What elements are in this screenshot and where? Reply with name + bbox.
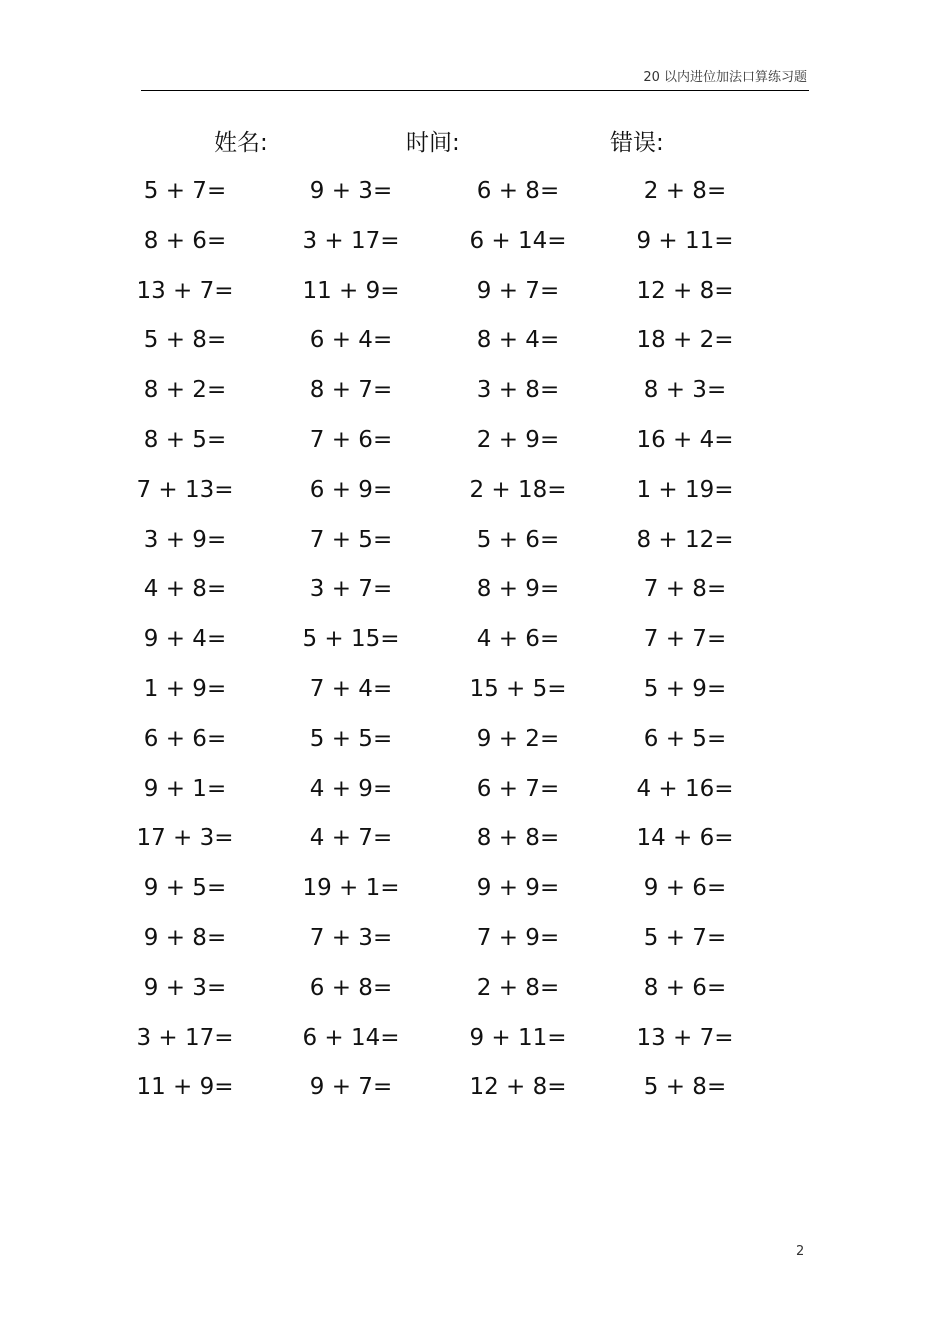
problem-row <box>0 420 950 460</box>
problem-item: 12 + 8= <box>469 1074 567 1101</box>
problem-item: 18 + 2= <box>636 327 734 354</box>
problem-item: 6 + 14= <box>302 1024 400 1051</box>
problem-item: 6 + 8= <box>309 974 393 1001</box>
problem-item: 4 + 8= <box>143 576 227 603</box>
problem-item: 9 + 8= <box>143 925 227 951</box>
problem-item: 8 + 6= <box>643 974 727 1001</box>
problem-row <box>0 320 950 360</box>
problem-item: 1 + 9= <box>143 676 227 702</box>
problem-item: 3 + 17= <box>302 227 400 254</box>
problem-item: 5 + 9= <box>643 676 727 702</box>
problem-item: 7 + 5= <box>309 526 393 553</box>
problem-item: 8 + 9= <box>476 576 560 603</box>
problem-item: 17 + 3= <box>136 825 234 852</box>
problem-item: 9 + 2= <box>476 725 560 752</box>
problem-item: 9 + 7= <box>309 1074 393 1101</box>
problem-row <box>0 968 950 1008</box>
problem-item: 7 + 8= <box>643 576 727 603</box>
header-title: 20 以内进位加法口算练习题 <box>643 70 807 85</box>
time-label: 时间: <box>406 130 460 156</box>
problem-item: 2 + 18= <box>469 476 567 503</box>
problem-row <box>0 221 950 261</box>
problem-item: 5 + 7= <box>643 925 727 951</box>
problem-row <box>0 569 950 609</box>
problem-item: 5 + 8= <box>643 1074 727 1101</box>
problem-item: 16 + 4= <box>636 427 734 453</box>
problem-item: 3 + 8= <box>476 377 560 404</box>
problem-item: 6 + 6= <box>143 725 227 752</box>
problem-item: 5 + 5= <box>309 725 393 752</box>
problem-row <box>0 470 950 510</box>
problem-row <box>0 1018 950 1058</box>
problem-item: 7 + 9= <box>476 925 560 951</box>
problem-item: 9 + 7= <box>476 277 560 304</box>
problem-item: 9 + 4= <box>143 626 227 653</box>
problem-item: 4 + 7= <box>309 825 393 852</box>
problem-item: 14 + 6= <box>636 825 734 852</box>
problem-item: 6 + 8= <box>476 178 560 204</box>
problem-item: 11 + 9= <box>302 277 400 304</box>
problem-item: 8 + 8= <box>476 825 560 852</box>
problem-item: 9 + 9= <box>476 875 560 902</box>
problem-item: 8 + 6= <box>143 227 227 254</box>
problem-item: 8 + 5= <box>143 427 227 453</box>
problem-item: 19 + 1= <box>302 875 400 902</box>
problem-item: 5 + 7= <box>143 178 227 204</box>
problem-row <box>0 719 950 759</box>
problem-item: 4 + 9= <box>309 775 393 802</box>
problem-item: 6 + 14= <box>469 227 567 254</box>
problem-item: 4 + 16= <box>636 775 734 802</box>
problem-item: 8 + 3= <box>643 377 727 404</box>
problem-item: 9 + 5= <box>143 875 227 902</box>
problem-item: 2 + 8= <box>476 974 560 1001</box>
problem-row <box>0 520 950 560</box>
problem-item: 8 + 2= <box>143 377 227 404</box>
problem-row <box>0 868 950 908</box>
problem-row <box>0 918 950 958</box>
problem-item: 5 + 6= <box>476 526 560 553</box>
page-header <box>141 64 809 91</box>
problem-item: 3 + 7= <box>309 576 393 603</box>
problem-item: 6 + 4= <box>309 327 393 354</box>
problem-row <box>0 619 950 659</box>
problem-row <box>0 818 950 858</box>
page-number: 2 <box>796 1244 805 1259</box>
problem-item: 6 + 5= <box>643 725 727 752</box>
problem-item: 9 + 11= <box>636 227 734 254</box>
problem-item: 7 + 7= <box>643 626 727 653</box>
problem-item: 15 + 5= <box>469 676 567 702</box>
problem-item: 3 + 17= <box>136 1024 234 1051</box>
problem-item: 7 + 13= <box>136 476 234 503</box>
problem-item: 5 + 15= <box>302 626 400 653</box>
name-label: 姓名: <box>214 130 268 156</box>
problem-item: 7 + 3= <box>309 925 393 951</box>
problem-row <box>0 669 950 709</box>
problem-row <box>0 271 950 311</box>
problem-item: 12 + 8= <box>636 277 734 304</box>
problem-item: 5 + 8= <box>143 327 227 354</box>
problem-item: 2 + 9= <box>476 427 560 453</box>
problem-item: 7 + 6= <box>309 427 393 453</box>
problem-item: 8 + 4= <box>476 327 560 354</box>
problem-item: 1 + 19= <box>636 476 734 503</box>
problem-item: 9 + 3= <box>143 974 227 1001</box>
problem-item: 8 + 7= <box>309 377 393 404</box>
problem-item: 8 + 12= <box>636 526 734 553</box>
problem-item: 2 + 8= <box>643 178 727 204</box>
problem-item: 7 + 4= <box>309 676 393 702</box>
problem-item: 9 + 1= <box>143 775 227 802</box>
problem-item: 9 + 3= <box>309 178 393 204</box>
problem-item: 11 + 9= <box>136 1074 234 1101</box>
problem-item: 3 + 9= <box>143 526 227 553</box>
problem-row <box>0 370 950 410</box>
problem-item: 13 + 7= <box>136 277 234 304</box>
problem-row <box>0 1067 950 1107</box>
problem-item: 9 + 6= <box>643 875 727 902</box>
problem-item: 4 + 6= <box>476 626 560 653</box>
problem-row <box>0 171 950 211</box>
problem-row <box>0 769 950 809</box>
problem-item: 9 + 11= <box>469 1024 567 1051</box>
errors-label: 错误: <box>610 130 664 156</box>
problem-item: 13 + 7= <box>636 1024 734 1051</box>
problem-item: 6 + 7= <box>476 775 560 802</box>
problem-item: 6 + 9= <box>309 476 393 503</box>
